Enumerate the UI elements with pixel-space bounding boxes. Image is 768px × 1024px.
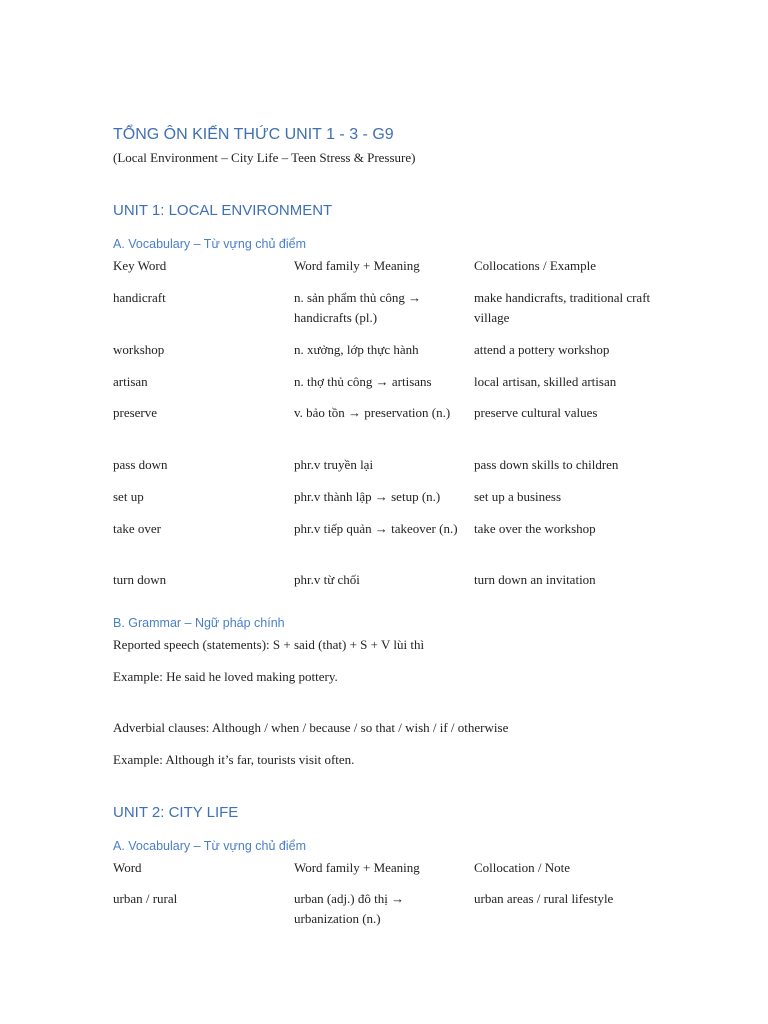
table-cell: workshop	[113, 342, 165, 357]
unit2-vocab-heading: A. Vocabulary – Từ vựng chủ điểm	[113, 839, 306, 853]
unit2-heading: UNIT 2: CITY LIFE	[113, 804, 239, 821]
table-cell: n. xưởng, lớp thực hành	[294, 342, 419, 357]
table-cell: artisan	[113, 374, 148, 389]
column-header: Key Word	[113, 258, 167, 273]
grammar-line: Reported speech (statements): S + said (that) + S + V lùi thì	[113, 637, 425, 652]
table-cell: urban areas / rural lifestyle	[474, 891, 614, 906]
unit1-heading: UNIT 1: LOCAL ENVIRONMENT	[113, 202, 333, 219]
table-cell: pass down	[113, 457, 168, 472]
column-header: Collocation / Note	[474, 860, 571, 875]
column-header: Word family + Meaning	[294, 258, 420, 273]
table-cell: make handicrafts, traditional craft village	[474, 290, 651, 325]
table-cell: take over	[113, 521, 162, 536]
table-cell: phr.v từ chối	[294, 572, 360, 587]
document-subtitle: (Local Environment – City Life – Teen Stress & Pressure)	[113, 150, 416, 165]
table-cell: take over the workshop	[474, 521, 596, 536]
table-cell: local artisan, skilled artisan	[474, 374, 617, 389]
table-cell: n. thợ thủ công → artisans	[294, 374, 432, 389]
table-cell: pass down skills to children	[474, 457, 619, 472]
unit1-vocab-heading: A. Vocabulary – Từ vựng chủ điểm	[113, 237, 306, 251]
grammar-line: Adverbial clauses: Although / when / because / so that / wish / if / otherwise	[113, 720, 509, 735]
table-cell: n. sản phẩm thủ công → handicrafts (pl.)	[294, 290, 422, 325]
unit1-grammar-heading: B. Grammar – Ngữ pháp chính	[113, 616, 285, 630]
table-cell: turn down an invitation	[474, 572, 596, 587]
table-cell: turn down	[113, 572, 167, 587]
column-header: Word family + Meaning	[294, 860, 420, 875]
table-cell: set up a business	[474, 489, 562, 504]
table-cell: urban (adj.) đô thị → urbanization (n.)	[294, 891, 405, 926]
table-cell: set up	[113, 489, 144, 504]
table-cell: v. bảo tồn → preservation (n.)	[294, 405, 451, 420]
table-cell: preserve	[113, 405, 158, 420]
table-cell: urban / rural	[113, 891, 178, 906]
table-cell: phr.v tiếp quản → takeover (n.)	[294, 521, 458, 536]
document-title: TỔNG ÔN KIẾN THỨC UNIT 1 - 3 - G9	[113, 126, 394, 143]
table-cell: phr.v truyền lại	[294, 457, 374, 472]
table-cell: handicraft	[113, 290, 166, 305]
table-cell: attend a pottery workshop	[474, 342, 610, 357]
grammar-line: Example: Although it’s far, tourists visit often.	[113, 752, 355, 767]
column-header: Word	[113, 860, 142, 875]
column-header: Collocations / Example	[474, 258, 597, 273]
grammar-line: Example: He said he loved making pottery.	[113, 669, 338, 684]
table-cell: phr.v thành lập → setup (n.)	[294, 489, 441, 504]
table-cell: preserve cultural values	[474, 405, 598, 420]
